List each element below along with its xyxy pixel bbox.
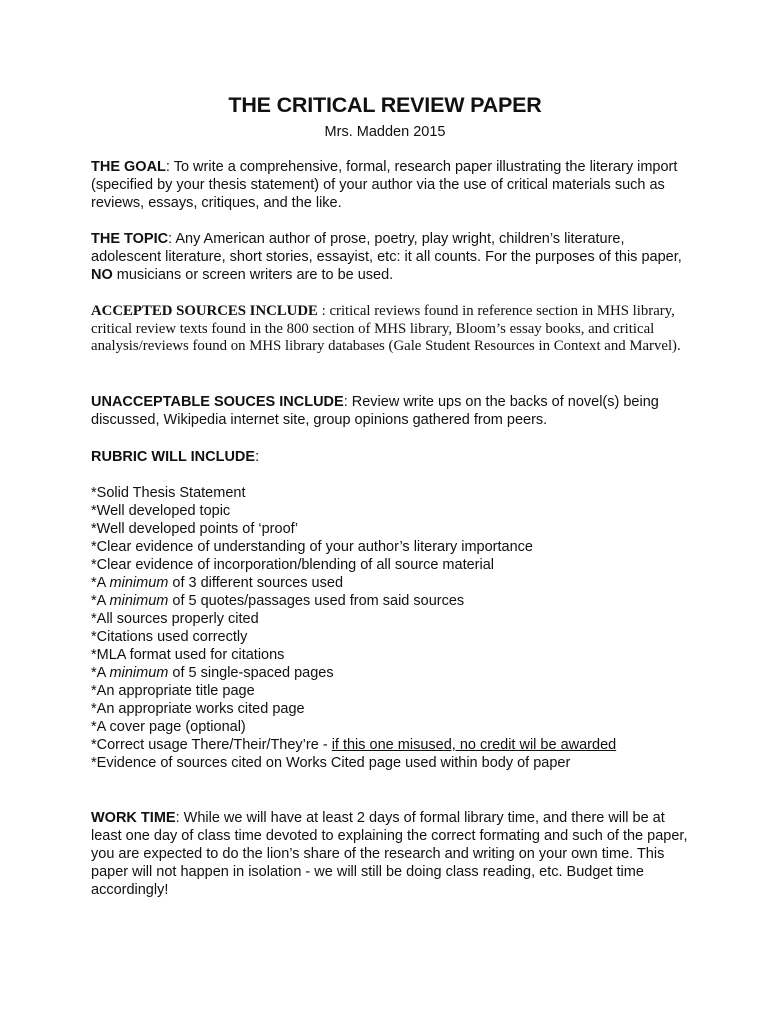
list-item: *All sources properly cited [91,611,259,627]
list-item-suffix: of 3 different sources used [168,575,344,591]
topic-paragraph [91,230,691,284]
unacceptable-sources-label: UNACCEPTABLE SOUCES INCLUDE [91,394,344,410]
author-year: Mrs. Madden 2015 [324,124,446,140]
work-time-text: : While we will have at least 2 days of formal library time, and there will be at least one day of class time devoted to explaining the correct formating and such of the paper, you are expected to do the lion’s share of the research and writing on your own time. This paper will not happen in isolation - we will still be doing class reading, etc. Budget time accordingly! [91,810,688,898]
list-item-suffix: of 5 quotes/passages used from said sources [168,593,465,609]
page-title: THE CRITICAL REVIEW PAPER [228,93,542,117]
rubric-colon: : [255,449,260,465]
accepted-sources-label: ACCEPTED SOURCES INCLUDE [91,303,318,319]
list-item-emphasis: minimum [109,575,169,591]
rubric-label: RUBRIC WILL INCLUDE [91,449,256,465]
list-item: *Evidence of sources cited on Works Cited page used within body of paper [91,755,571,771]
list-item: *A cover page (optional) [91,719,246,735]
goal-label: THE GOAL [91,159,166,175]
work-time-paragraph [91,809,691,899]
list-item [91,592,691,610]
list-item: *An appropriate works cited page [91,701,305,717]
list-item: *Solid Thesis Statement [91,485,246,501]
list-item-prefix: *A [91,593,110,609]
list-item-prefix: *Correct usage There/Their/They’re - [91,737,332,753]
list-item: *Clear evidence of incorporation/blending of all source material [91,557,495,573]
list-item: *Well developed points of ‘proof’ [91,521,299,537]
topic-label: THE TOPIC [91,231,169,247]
unacceptable-sources-paragraph [91,393,691,429]
list-item: *Clear evidence of understanding of your author’s literary importance [91,539,533,555]
unacceptable-sources-text: : Review write ups on the backs of novel(s) being discussed, Wikipedia internet site, group opinions gathered from peers. [91,394,659,428]
accepted-sources-text: : critical reviews found in reference section in MHS library, critical review texts found in the 800 section of MHS library, Bloom’s essay books, and critical analysis/reviews found on MHS library databases (Gale Student Resources in Context and Marvel). [91,303,681,354]
topic-text-after: musicians or screen writers are to be used. [112,267,394,283]
list-item: *MLA format used for citations [91,647,285,663]
list-item [91,736,691,754]
list-item [91,664,691,682]
list-item-prefix: *A [91,575,110,591]
list-item-suffix: of 5 single-spaced pages [168,665,334,681]
rubric-heading [91,448,691,466]
accepted-sources-paragraph [91,303,691,356]
work-time-label: WORK TIME [91,810,176,826]
list-item-underlined-warning: if this one misused, no credit wil be awarded [331,737,617,753]
list-item-emphasis: minimum [109,593,169,609]
list-item: *An appropriate title page [91,683,255,699]
list-item: *Citations used correctly [91,629,248,645]
list-item [91,574,691,592]
list-item-prefix: *A [91,665,110,681]
topic-text: : Any American author of prose, poetry, play wright, children’s literature, adolescent literature, short stories, essayist, etc: it all counts. For the purposes of this paper, [91,231,682,265]
goal-paragraph [91,158,691,212]
rubric-list [91,484,691,772]
topic-no: NO [91,267,113,283]
goal-text: : To write a comprehensive, formal, research paper illustrating the literary import (specified by your thesis statement) of your author via the use of critical materials such as reviews, essays, critiques, and the like. [91,159,678,211]
list-item-emphasis: minimum [109,665,169,681]
list-item: *Well developed topic [91,503,231,519]
